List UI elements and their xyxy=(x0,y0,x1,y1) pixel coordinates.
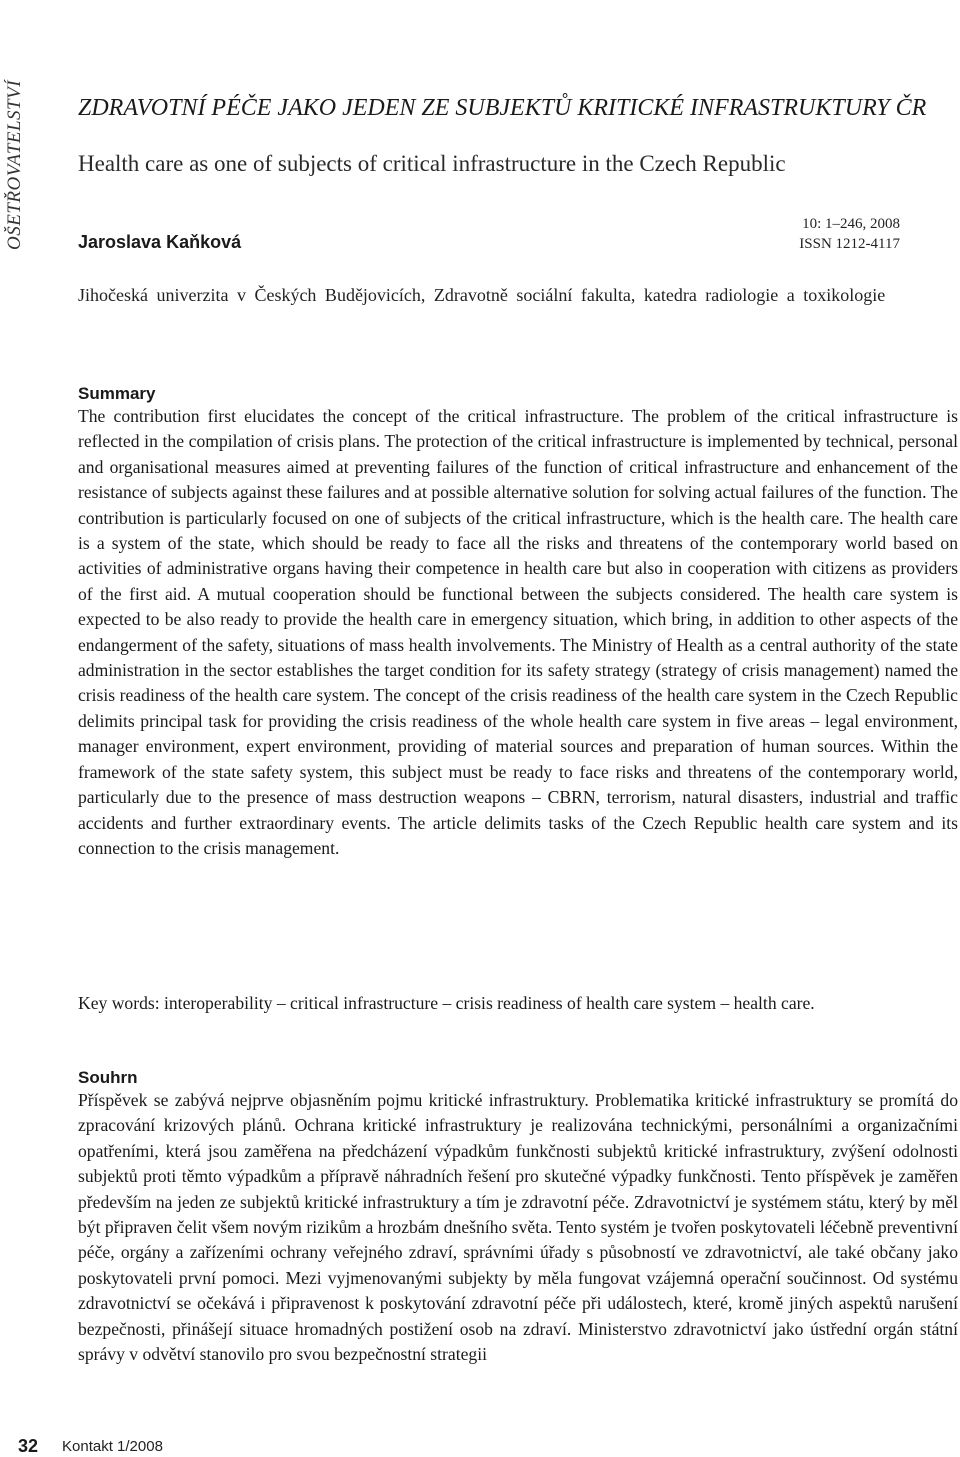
author-name: Jaroslava Kaňková xyxy=(78,232,242,252)
issue-info xyxy=(640,214,900,254)
souhrn-section xyxy=(78,1068,958,1367)
page-number: 32 xyxy=(18,1436,39,1456)
summary-section xyxy=(78,384,958,861)
keywords: Key words: interoperability – critical infrastructure – crisis readiness of health care system – health care. xyxy=(78,993,815,1013)
author-affiliation: Jihočeská univerzita v Českých Budějovicích, Zdravotně sociální fakulta, katedra radiologie a toxikologie xyxy=(78,285,886,305)
summary-heading: Summary xyxy=(78,384,156,403)
section-side-tab: OŠETŘOVATELSTVÍ xyxy=(4,79,25,250)
article-subtitle: Health care as one of subjects of critical infrastructure in the Czech Republic xyxy=(78,151,786,176)
summary-text: The contribution first elucidates the concept of the critical infrastructure. The problem of the critical infrastructure is reflected in the compilation of crisis plans. The protection of the critical infrastructure is implemented by technical, personal and organisational measures aimed at preventing failures of the function of critical infrastructure and enhancement of the resistance of subjects against these failures and at possible alternative solution for solving actual failures of the function. The contribution is particularly focused on one of subjects of the critical infrastructure, which is the health care. The health care is a system of the state, which should be ready to face all the risks and threatens of the contemporary world based on activities of administrative organs having their competence in health care but also in cooperation with citizens as providers of the first aid. A mutual cooperation should be functional between the subjects considered. The health care system is expected to be also ready to provide the health care in emergency situation, which bring, in addition to other aspects of the endangerment of the safety, situations of mass health involvements. The Ministry of Health as a central authority of the state administration in the sector establishes the target condition for its safety strategy (strategy of crisis management) named the crisis readiness of the health care system. The concept of the crisis readiness of the health care system in the Czech Republic delimits principal task for providing the crisis readiness of the whole health care system in five areas – legal environment, manager environment, expert environment, providing of material sources and preparation of human sources. Within the framework of the state safety system, this subject must be ready to face risks and threatens of the contemporary world, particularly due to the presence of mass destruction weapons – CBRN, terrorism, natural disasters, industrial and traffic accidents and further extraordinary events. The article delimits tasks of the Czech Republic health care system and its connection to the crisis management. xyxy=(78,406,958,858)
souhrn-text: Příspěvek se zabývá nejprve objasněním pojmu kritické infrastruktury. Problematika kritické infrastruktury se promítá do zpracování krizových plánů. Ochrana kritické infrastruktury je realizována technickými, personálními a organizačními opatřeními, která jsou zaměřena na předcházení výpadkům funkčnosti subjektů kritické infrastruktury, zvýšení odolnosti subjektů proti těmto výpadkům a přípravě náhradních řešení pro skutečné výpadky funkčnosti. Tento příspěvek je zaměřen především na jeden ze subjektů kritické infrastruktury a tím je zdravotní péče. Zdravotnictví je systémem státu, který by měl být připraven čelit všem novým rizikům a hrozbám dnešního světa. Tento systém je tvořen poskytovateli léčebně preventivní péče, orgány a zařízeními ochrany veřejného zdraví, správními úřady s působností ve zdravotnictví, ale také občany jako poskytovateli první pomoci. Mezi vyjmenovanými subjekty by měla fungovat vzájemná operační součinnost. Od systému zdravotnictví se očekává i připravenost k poskytování zdravotní péče při událostech, které, kromě jiných aspektů narušení bezpečnosti, přinášejí situace hromadných postižení osob na zdraví. Ministerstvo zdravotnictví jako ústřední orgán státní správy v odvětví stanovilo pro svou bezpečnostní strategii xyxy=(78,1090,958,1365)
issue-issn: ISSN 1212-4117 xyxy=(799,236,900,252)
issue-volume: 10: 1–246, 2008 xyxy=(802,216,900,232)
article-title: ZDRAVOTNÍ PÉČE JAKO JEDEN ZE SUBJEKTŮ KRITICKÉ INFRASTRUKTURY ČR xyxy=(78,95,927,121)
journal-label: Kontakt 1/2008 xyxy=(62,1438,163,1455)
souhrn-heading: Souhrn xyxy=(78,1068,138,1087)
